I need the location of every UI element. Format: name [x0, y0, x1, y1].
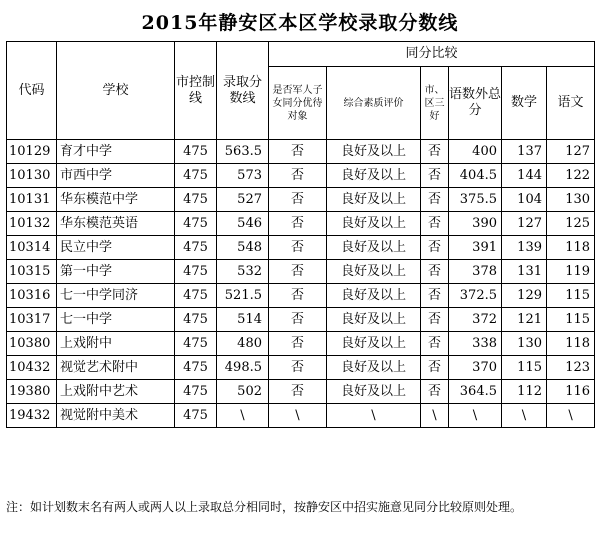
cell-math: 131 — [502, 260, 547, 284]
cell-three-good: 否 — [421, 308, 449, 332]
cell-three-good: 否 — [421, 164, 449, 188]
table-row — [7, 308, 595, 332]
cell-total: \ — [449, 404, 502, 428]
cell-total: 400 — [449, 140, 502, 164]
header-three-good: 市、区三好 — [421, 67, 449, 140]
table-row — [7, 212, 595, 236]
cell-three-good: 否 — [421, 140, 449, 164]
cell-chinese: 125 — [547, 212, 595, 236]
cell-three-good: 否 — [421, 332, 449, 356]
cell-quality: 良好及以上 — [327, 188, 421, 212]
header-chinese: 语文 — [547, 67, 595, 140]
cell-score: 502 — [217, 380, 269, 404]
cell-math: 137 — [502, 140, 547, 164]
cell-quality: 良好及以上 — [327, 236, 421, 260]
table-row — [7, 188, 595, 212]
cell-total: 390 — [449, 212, 502, 236]
cell-quality: 良好及以上 — [327, 284, 421, 308]
cell-three-good: 否 — [421, 284, 449, 308]
cell-math: 121 — [502, 308, 547, 332]
cell-chinese: 115 — [547, 308, 595, 332]
cell-total: 364.5 — [449, 380, 502, 404]
cell-military: 否 — [269, 236, 327, 260]
cell-quality: 良好及以上 — [327, 380, 421, 404]
cell-school: 上戏附中 — [57, 332, 175, 356]
cell-total: 370 — [449, 356, 502, 380]
cell-quality: 良好及以上 — [327, 308, 421, 332]
cell-school: 民立中学 — [57, 236, 175, 260]
cell-total: 391 — [449, 236, 502, 260]
table-row — [7, 404, 595, 428]
cell-three-good: 否 — [421, 380, 449, 404]
cell-school: 华东模范英语 — [57, 212, 175, 236]
table-row — [7, 356, 595, 380]
table-row — [7, 164, 595, 188]
cell-score: 546 — [217, 212, 269, 236]
header-code: 代码 — [7, 42, 57, 140]
cell-math: 139 — [502, 236, 547, 260]
cell-total: 375.5 — [449, 188, 502, 212]
header-control-line: 市控制线 — [175, 42, 217, 140]
page-title: 2015年静安区本区学校录取分数线 — [141, 12, 459, 34]
cell-code: 10314 — [7, 236, 57, 260]
cell-control: 475 — [175, 236, 217, 260]
cell-math: 112 — [502, 380, 547, 404]
cell-code: 10317 — [7, 308, 57, 332]
cell-chinese: 115 — [547, 284, 595, 308]
cell-code: 10129 — [7, 140, 57, 164]
table-row — [7, 380, 595, 404]
cell-control: 475 — [175, 332, 217, 356]
cell-control: 475 — [175, 260, 217, 284]
cell-three-good: 否 — [421, 212, 449, 236]
cell-quality: 良好及以上 — [327, 140, 421, 164]
header-foreign-total: 语数外总分 — [449, 67, 502, 140]
cell-control: 475 — [175, 212, 217, 236]
cell-code: 19380 — [7, 380, 57, 404]
table-row — [7, 332, 595, 356]
cell-chinese: 118 — [547, 236, 595, 260]
footnote: 注：如计划数末名有两人或两人以上录取总分相同时，按静安区中招实施意见同分比较原则处理。 — [6, 500, 523, 514]
cell-score: 548 — [217, 236, 269, 260]
cell-score: 480 — [217, 332, 269, 356]
cell-school: 视觉附中美术 — [57, 404, 175, 428]
cell-quality: 良好及以上 — [327, 356, 421, 380]
cell-military: 否 — [269, 332, 327, 356]
cell-military: 否 — [269, 380, 327, 404]
cell-chinese: 130 — [547, 188, 595, 212]
cell-code: 10130 — [7, 164, 57, 188]
cell-math: 127 — [502, 212, 547, 236]
cell-school: 视觉艺术附中 — [57, 356, 175, 380]
cell-math: 129 — [502, 284, 547, 308]
cell-math: 104 — [502, 188, 547, 212]
header-military: 是否军人子女同分优待对象 — [269, 67, 327, 140]
table-row — [7, 284, 595, 308]
cell-score: 527 — [217, 188, 269, 212]
cell-three-good: 否 — [421, 236, 449, 260]
cell-score: 573 — [217, 164, 269, 188]
header-quality: 综合素质评价 — [327, 67, 421, 140]
cell-school: 华东模范中学 — [57, 188, 175, 212]
cell-code: 10315 — [7, 260, 57, 284]
cell-control: 475 — [175, 404, 217, 428]
cell-school: 七一中学同济 — [57, 284, 175, 308]
cell-code: 10432 — [7, 356, 57, 380]
header-admission-score: 录取分数线 — [217, 42, 269, 140]
cell-school: 第一中学 — [57, 260, 175, 284]
cell-quality: \ — [327, 404, 421, 428]
cell-chinese: 122 — [547, 164, 595, 188]
cell-math: 144 — [502, 164, 547, 188]
cell-school: 七一中学 — [57, 308, 175, 332]
cell-control: 475 — [175, 308, 217, 332]
header-math: 数学 — [502, 67, 547, 140]
cell-school: 育才中学 — [57, 140, 175, 164]
cell-control: 475 — [175, 284, 217, 308]
cell-quality: 良好及以上 — [327, 164, 421, 188]
cell-total: 338 — [449, 332, 502, 356]
cell-math: 115 — [502, 356, 547, 380]
cell-control: 475 — [175, 188, 217, 212]
cell-three-good: 否 — [421, 260, 449, 284]
cell-control: 475 — [175, 140, 217, 164]
cell-math: 130 — [502, 332, 547, 356]
cell-military: 否 — [269, 260, 327, 284]
table-row — [7, 260, 595, 284]
cell-school: 市西中学 — [57, 164, 175, 188]
cell-military: 否 — [269, 284, 327, 308]
cell-score: \ — [217, 404, 269, 428]
cell-three-good: \ — [421, 404, 449, 428]
cell-chinese: 118 — [547, 332, 595, 356]
cell-code: 10131 — [7, 188, 57, 212]
cell-military: 否 — [269, 164, 327, 188]
cell-military: 否 — [269, 140, 327, 164]
cell-score: 514 — [217, 308, 269, 332]
admission-score-table — [6, 41, 595, 428]
cell-chinese: 127 — [547, 140, 595, 164]
cell-military: 否 — [269, 188, 327, 212]
cell-total: 372 — [449, 308, 502, 332]
cell-military: 否 — [269, 356, 327, 380]
cell-military: 否 — [269, 212, 327, 236]
header-school: 学校 — [57, 42, 175, 140]
table-body — [7, 140, 595, 428]
cell-control: 475 — [175, 164, 217, 188]
cell-code: 10380 — [7, 332, 57, 356]
cell-code: 10132 — [7, 212, 57, 236]
table-row — [7, 236, 595, 260]
cell-three-good: 否 — [421, 188, 449, 212]
cell-chinese: 119 — [547, 260, 595, 284]
table-row — [7, 140, 595, 164]
cell-math: \ — [502, 404, 547, 428]
cell-chinese: 116 — [547, 380, 595, 404]
cell-control: 475 — [175, 380, 217, 404]
cell-school: 上戏附中艺术 — [57, 380, 175, 404]
cell-control: 475 — [175, 356, 217, 380]
cell-score: 563.5 — [217, 140, 269, 164]
cell-military: 否 — [269, 308, 327, 332]
cell-code: 19432 — [7, 404, 57, 428]
cell-total: 372.5 — [449, 284, 502, 308]
cell-quality: 良好及以上 — [327, 332, 421, 356]
cell-three-good: 否 — [421, 356, 449, 380]
cell-code: 10316 — [7, 284, 57, 308]
cell-quality: 良好及以上 — [327, 212, 421, 236]
cell-military: \ — [269, 404, 327, 428]
cell-score: 532 — [217, 260, 269, 284]
cell-score: 521.5 — [217, 284, 269, 308]
cell-total: 378 — [449, 260, 502, 284]
cell-score: 498.5 — [217, 356, 269, 380]
cell-total: 404.5 — [449, 164, 502, 188]
cell-quality: 良好及以上 — [327, 260, 421, 284]
cell-chinese: 123 — [547, 356, 595, 380]
cell-chinese: \ — [547, 404, 595, 428]
header-compare-group: 同分比较 — [269, 42, 595, 67]
